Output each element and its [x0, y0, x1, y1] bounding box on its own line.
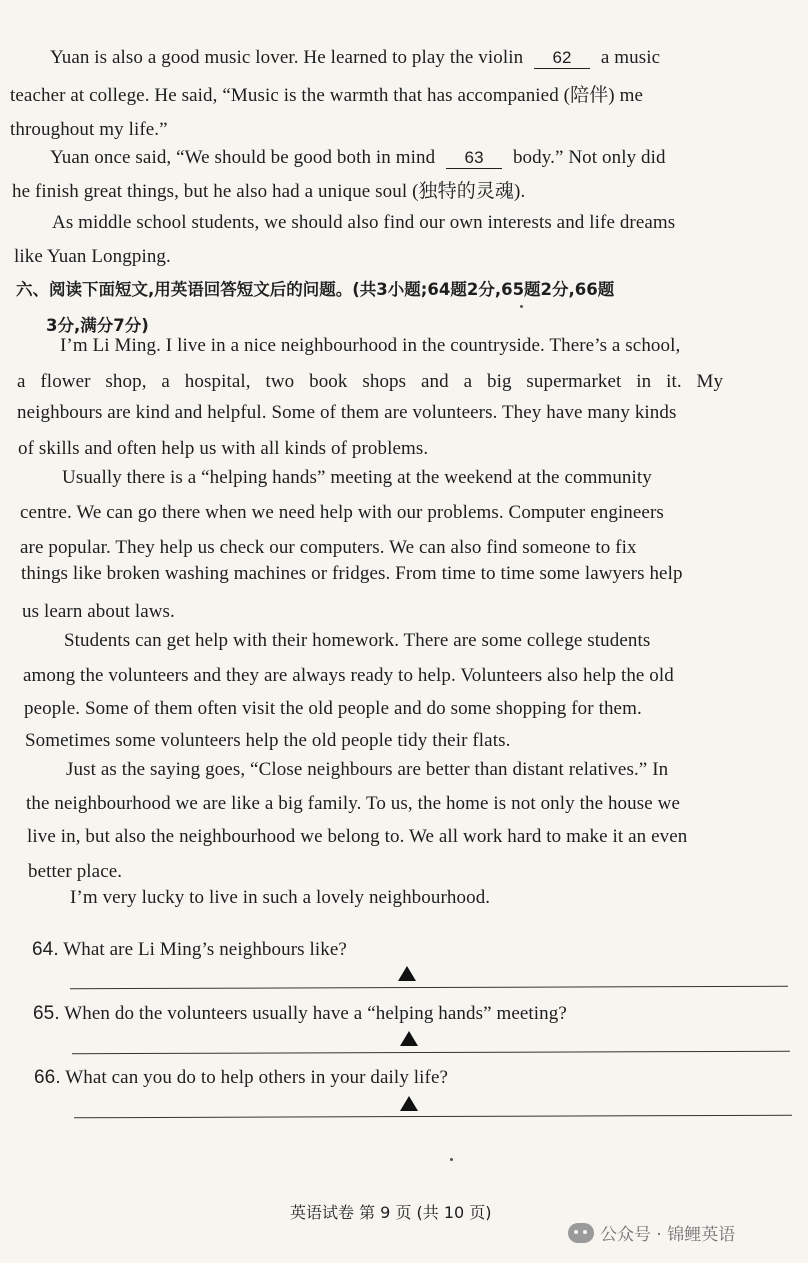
passage-a-line-5: he finish great things, but he also had a unique soul (独特的灵魂). — [12, 181, 526, 202]
question-65 — [33, 1002, 567, 1026]
blank-63: 63 — [446, 148, 502, 169]
passage-text: a music — [600, 47, 661, 68]
section-6-title-line-1: 六、阅读下面短文,用英语回答短文后的问题。(共3小题;64题2分,65题2分,66题 — [16, 280, 615, 299]
passage-b-line: a flower shop, a hospital, two book shops and a big supermarket in it. My — [17, 371, 724, 392]
passage-b-line: are popular. They help us check our computers. We can also find someone to fix — [20, 537, 637, 558]
passage-b-line: people. Some of them often visit the old people and do some shopping for them. — [24, 698, 642, 719]
question-number: 65. — [33, 1003, 60, 1024]
passage-a-line-4 — [50, 146, 666, 170]
passage-b-line: among the volunteers and they are always ready to help. Volunteers also help the old — [23, 665, 674, 686]
passage-b-line: I’m very lucky to live in such a lovely neighbourhood. — [70, 887, 491, 908]
passage-b-line: better place. — [28, 861, 123, 882]
question-number: 66. — [34, 1067, 61, 1088]
scan-speck — [450, 1158, 453, 1161]
passage-a-line-1 — [50, 46, 660, 70]
passage-b-line: Usually there is a “helping hands” meeting at the weekend at the community — [62, 467, 652, 488]
passage-a-line-6: As middle school students, we should also find our own interests and life dreams — [52, 212, 676, 233]
scan-speck — [520, 305, 523, 308]
answer-line-66[interactable] — [74, 1115, 792, 1119]
answer-marker-icon — [400, 1031, 418, 1046]
passage-a-line-3: throughout my life.” — [10, 119, 168, 140]
answer-line-64[interactable] — [70, 986, 788, 990]
passage-text: Yuan once said, “We should be good both in mind — [50, 147, 436, 168]
passage-text: body.” Not only did — [512, 147, 666, 168]
passage-b-line: centre. We can go there when we need help with our problems. Computer engineers — [20, 502, 664, 523]
answer-line-65[interactable] — [72, 1051, 790, 1055]
watermark — [568, 1220, 735, 1245]
question-number: 64. — [32, 939, 59, 960]
passage-b-line: I’m Li Ming. I live in a nice neighbourhood in the countryside. There’s a school, — [60, 335, 681, 356]
passage-a-line-7: like Yuan Longping. — [14, 246, 171, 267]
question-66 — [34, 1066, 448, 1090]
question-text: What can you do to help others in your daily life? — [65, 1067, 449, 1088]
question-text: What are Li Ming’s neighbours like? — [63, 939, 347, 960]
passage-b-line: Just as the saying goes, “Close neighbours are better than distant relatives.” In — [66, 759, 669, 780]
answer-marker-icon — [400, 1096, 418, 1111]
passage-b-line: Students can get help with their homework. There are some college students — [64, 630, 651, 651]
passage-b-line: the neighbourhood we are like a big family. To us, the home is not only the house we — [26, 793, 680, 814]
passage-b-line: us learn about laws. — [22, 601, 175, 622]
answer-marker-icon — [398, 966, 416, 981]
page-footer: 英语试卷 第 9 页 (共 10 页) — [290, 1203, 492, 1222]
passage-b-line: Sometimes some volunteers help the old people tidy their flats. — [25, 730, 511, 751]
passage-b-line: neighbours are kind and helpful. Some of them are volunteers. They have many kinds — [17, 402, 677, 423]
passage-b-line: live in, but also the neighbourhood we belong to. We all work hard to make it an even — [27, 826, 688, 847]
passage-b-line: of skills and often help us with all kinds of problems. — [18, 438, 429, 459]
section-6-title-line-2: 3分,满分7分) — [46, 316, 149, 335]
wechat-icon — [568, 1223, 594, 1243]
passage-b-line: things like broken washing machines or fridges. From time to time some lawyers help — [21, 563, 683, 584]
passage-text: Yuan is also a good music lover. He learned to play the violin — [50, 47, 524, 68]
question-text: When do the volunteers usually have a “helping hands” meeting? — [64, 1003, 567, 1024]
blank-62: 62 — [534, 48, 590, 69]
passage-a-line-2: teacher at college. He said, “Music is the warmth that has accompanied (陪伴) me — [10, 85, 643, 106]
question-64 — [32, 938, 347, 962]
watermark-text: 公众号 · 锦鲤英语 — [600, 1225, 736, 1245]
